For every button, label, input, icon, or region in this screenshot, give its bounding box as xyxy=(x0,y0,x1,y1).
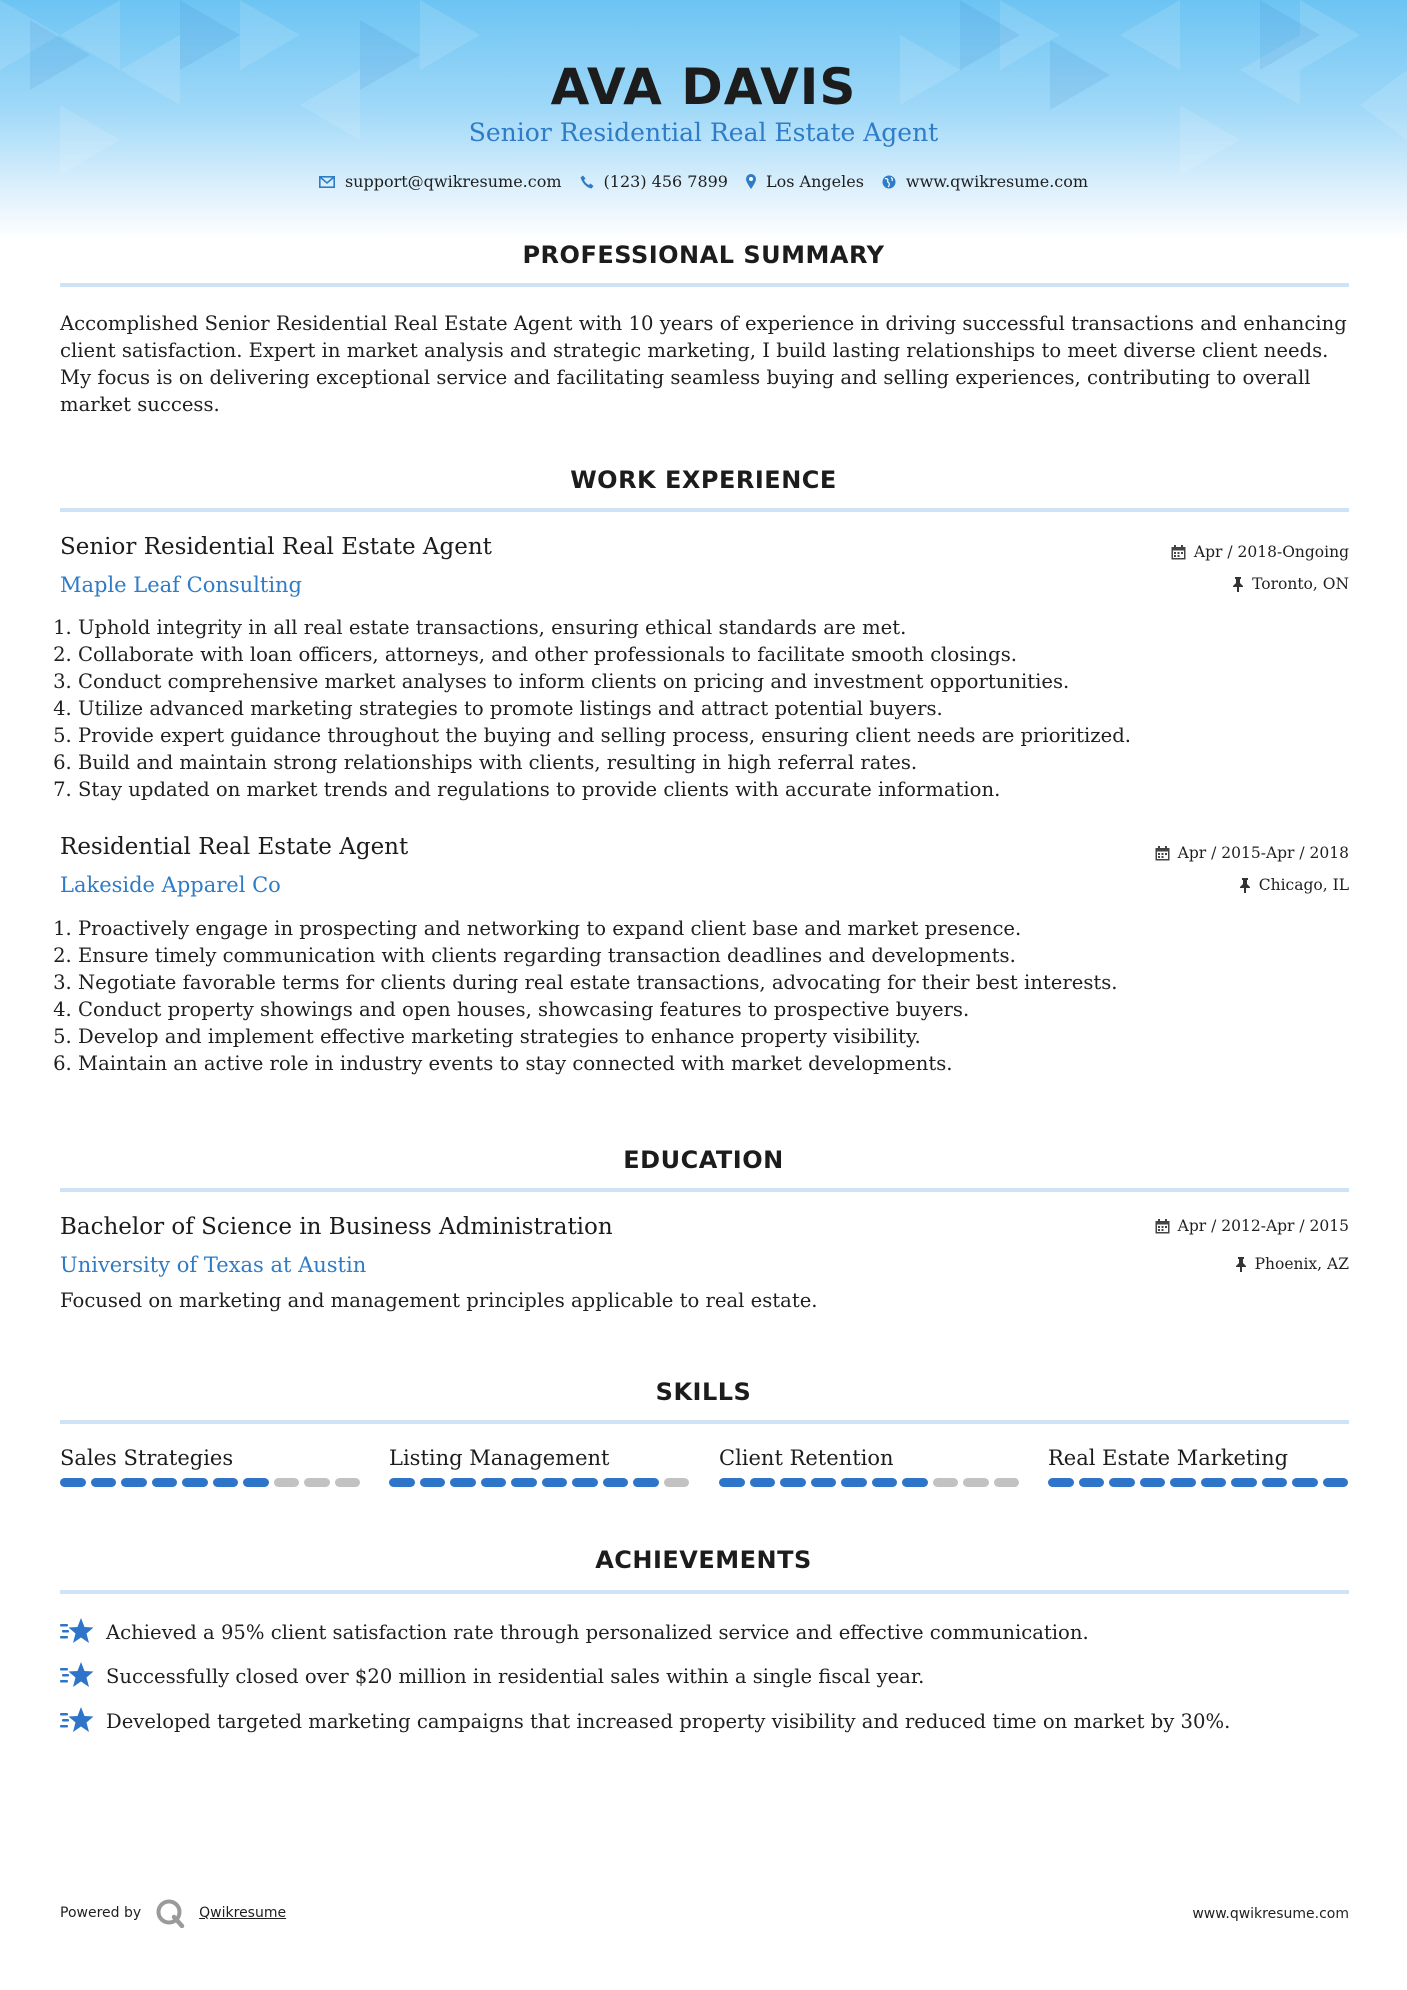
experience-heading: WORK EXPERIENCE xyxy=(570,466,837,494)
candidate-title: Senior Residential Real Estate Agent xyxy=(468,118,939,147)
skill-segment-filled xyxy=(603,1478,629,1487)
job-dates-text: Apr / 2018-Ongoing xyxy=(1193,543,1349,561)
company-name: Lakeside Apparel Co xyxy=(60,873,281,897)
job-dates xyxy=(1171,543,1349,561)
contact-location xyxy=(746,172,864,191)
summary-divider xyxy=(60,283,1349,287)
skill-level-bar xyxy=(60,1478,360,1487)
duty-item: 5. Provide expert guidance throughout the buying and selling process, ensuring client needs are prioritized. xyxy=(78,722,1338,749)
skill-level-bar xyxy=(719,1478,1019,1487)
skill-segment-empty xyxy=(963,1478,989,1487)
skill-segment-filled xyxy=(511,1478,537,1487)
calendar-icon xyxy=(1155,1219,1170,1234)
skill-segment-filled xyxy=(182,1478,208,1487)
duty-item: 2. Collaborate with loan officers, attorneys, and other professionals to facilitate smooth closings. xyxy=(78,641,1338,668)
job-location-text: Toronto, ON xyxy=(1252,575,1349,593)
skill-segment-filled xyxy=(902,1478,928,1487)
duty-item: 6. Build and maintain strong relationships with clients, resulting in high referral rates. xyxy=(78,749,1338,776)
skill-segment-empty xyxy=(994,1478,1020,1487)
achievement-item xyxy=(60,1617,1089,1647)
contact-bar xyxy=(0,172,1407,191)
achievement-item xyxy=(60,1706,1230,1736)
footer-powered-by xyxy=(60,1898,286,1928)
skill-segment-filled xyxy=(1109,1478,1135,1487)
achievement-text: Developed targeted marketing campaigns that increased property visibility and reduced time on market by 30%. xyxy=(106,1709,1231,1733)
skill-segment-filled xyxy=(420,1478,446,1487)
qwikresume-link[interactable]: Qwikresume xyxy=(199,1905,287,1921)
contact-email-text: support@qwikresume.com xyxy=(344,172,562,191)
calendar-icon xyxy=(1171,545,1186,560)
footer-website[interactable]: www.qwikresume.com xyxy=(1192,1906,1349,1922)
achievement-item xyxy=(60,1661,924,1691)
skill-segment-filled xyxy=(780,1478,806,1487)
education-location xyxy=(1235,1255,1349,1273)
duty-item: 6. Maintain an active role in industry events to stay connected with market developments. xyxy=(78,1050,1338,1077)
skill-segment-empty xyxy=(933,1478,959,1487)
achievements-heading: ACHIEVEMENTS xyxy=(595,1546,812,1574)
achievements-divider xyxy=(60,1590,1349,1594)
map-marker-icon xyxy=(746,174,756,189)
skill-segment-filled xyxy=(60,1478,86,1487)
education-divider xyxy=(60,1188,1349,1192)
skill-segment-filled xyxy=(633,1478,659,1487)
education-description: Focused on marketing and management principles applicable to real estate. xyxy=(60,1289,818,1312)
skill-segment-filled xyxy=(91,1478,117,1487)
summary-text: Accomplished Senior Residential Real Estate Agent with 10 years of experience in driving successful transactions and enhancing client satisfaction. Expert in market analysis and strategic marketing, I build lasting relationships to meet diverse client needs. My focus is on delivering exceptional service and facilitating seamless buying and selling experiences, contributing to overall market success. xyxy=(60,312,1347,416)
skill-name: Real Estate Marketing xyxy=(1048,1446,1289,1470)
skill-name: Listing Management xyxy=(389,1446,610,1470)
skill-segment-filled xyxy=(1140,1478,1166,1487)
skill-level-bar xyxy=(389,1478,689,1487)
duty-item: 4. Conduct property showings and open houses, showcasing features to prospective buyers. xyxy=(78,996,1338,1023)
duty-item: 1. Proactively engage in prospecting and networking to expand client base and market presence. xyxy=(78,915,1338,942)
pushpin-icon xyxy=(1239,878,1251,893)
contact-phone[interactable] xyxy=(580,172,728,191)
duty-item: 5. Develop and implement effective marketing strategies to enhance property visibility. xyxy=(78,1023,1338,1050)
candidate-name: AVA DAVIS xyxy=(550,58,857,116)
powered-by-label: Powered by xyxy=(60,1905,142,1921)
star-icon xyxy=(60,1661,94,1691)
achievement-text: Successfully closed over $20 million in residential sales within a single fiscal year. xyxy=(106,1664,925,1688)
skill-segment-filled xyxy=(1323,1478,1349,1487)
duty-item: 3. Negotiate favorable terms for clients during real estate transactions, advocating for their best interests. xyxy=(78,969,1338,996)
pushpin-icon xyxy=(1235,1257,1247,1272)
skills-divider xyxy=(60,1420,1349,1424)
job-location-text: Chicago, IL xyxy=(1258,876,1349,894)
envelope-icon xyxy=(319,176,335,188)
skill-segment-filled xyxy=(1170,1478,1196,1487)
job-location xyxy=(1239,876,1349,894)
skill-segment-filled xyxy=(243,1478,269,1487)
globe-icon xyxy=(882,175,896,189)
skill-segment-filled xyxy=(481,1478,507,1487)
skill-segment-empty xyxy=(664,1478,690,1487)
contact-location-text: Los Angeles xyxy=(765,172,864,191)
education-heading: EDUCATION xyxy=(623,1146,784,1174)
skill-name: Client Retention xyxy=(719,1446,894,1470)
company-name: Maple Leaf Consulting xyxy=(60,573,303,597)
skill-segment-filled xyxy=(872,1478,898,1487)
star-icon xyxy=(60,1706,94,1736)
skill-segment-filled xyxy=(1201,1478,1227,1487)
job-title: Residential Real Estate Agent xyxy=(60,834,409,860)
job-location xyxy=(1232,575,1349,593)
skill-segment-filled xyxy=(1079,1478,1105,1487)
education-location-text: Phoenix, AZ xyxy=(1254,1255,1349,1273)
skill-segment-filled xyxy=(213,1478,239,1487)
skill-item xyxy=(389,1446,689,1487)
skill-level-bar xyxy=(1048,1478,1348,1487)
duty-item: 7. Stay updated on market trends and regulations to provide clients with accurate information. xyxy=(78,776,1338,803)
skill-item xyxy=(1048,1446,1348,1487)
experience-divider xyxy=(60,508,1349,512)
job-dates-text: Apr / 2015-Apr / 2018 xyxy=(1177,844,1349,862)
skills-heading: SKILLS xyxy=(655,1378,752,1406)
duty-list xyxy=(60,915,1338,1077)
skill-item xyxy=(719,1446,1019,1487)
skill-item xyxy=(60,1446,360,1487)
skill-segment-empty xyxy=(304,1478,330,1487)
calendar-icon xyxy=(1155,846,1170,861)
qwikresume-logo-icon xyxy=(155,1898,185,1928)
duty-item: 1. Uphold integrity in all real estate transactions, ensuring ethical standards are met. xyxy=(78,614,1338,641)
achievement-text: Achieved a 95% client satisfaction rate through personalized service and effective communication. xyxy=(106,1620,1089,1644)
skill-segment-filled xyxy=(750,1478,776,1487)
skill-name: Sales Strategies xyxy=(60,1446,234,1470)
skill-segment-filled xyxy=(719,1478,745,1487)
skill-segment-filled xyxy=(1231,1478,1257,1487)
education-dates xyxy=(1155,1217,1349,1235)
skill-segment-filled xyxy=(450,1478,476,1487)
education-dates-text: Apr / 2012-Apr / 2015 xyxy=(1177,1217,1349,1235)
summary-heading: PROFESSIONAL SUMMARY xyxy=(522,241,885,269)
job-dates xyxy=(1155,844,1349,862)
school-name: University of Texas at Austin xyxy=(60,1253,367,1277)
pushpin-icon xyxy=(1232,577,1244,592)
contact-phone-text: (123) 456 7899 xyxy=(603,172,728,191)
skill-segment-empty xyxy=(274,1478,300,1487)
skill-segment-filled xyxy=(542,1478,568,1487)
skill-segment-filled xyxy=(841,1478,867,1487)
phone-icon xyxy=(580,175,594,189)
skill-segment-filled xyxy=(1292,1478,1318,1487)
star-icon xyxy=(60,1617,94,1647)
skill-segment-filled xyxy=(152,1478,178,1487)
skill-segment-filled xyxy=(389,1478,415,1487)
skill-segment-filled xyxy=(121,1478,147,1487)
duty-list xyxy=(60,614,1338,803)
contact-website[interactable] xyxy=(882,172,1088,191)
job-title: Senior Residential Real Estate Agent xyxy=(60,534,492,560)
duty-item: 2. Ensure timely communication with clients regarding transaction deadlines and developments. xyxy=(78,942,1338,969)
duty-item: 4. Utilize advanced marketing strategies to promote listings and attract potential buyers. xyxy=(78,695,1338,722)
duty-item: 3. Conduct comprehensive market analyses to inform clients on pricing and investment opportunities. xyxy=(78,668,1338,695)
skill-segment-filled xyxy=(1262,1478,1288,1487)
contact-email[interactable] xyxy=(319,172,562,191)
contact-website-text: www.qwikresume.com xyxy=(905,172,1089,191)
skill-segment-filled xyxy=(1048,1478,1074,1487)
skill-segment-filled xyxy=(572,1478,598,1487)
skill-segment-empty xyxy=(335,1478,361,1487)
skill-segment-filled xyxy=(811,1478,837,1487)
degree-title: Bachelor of Science in Business Administration xyxy=(60,1214,613,1240)
